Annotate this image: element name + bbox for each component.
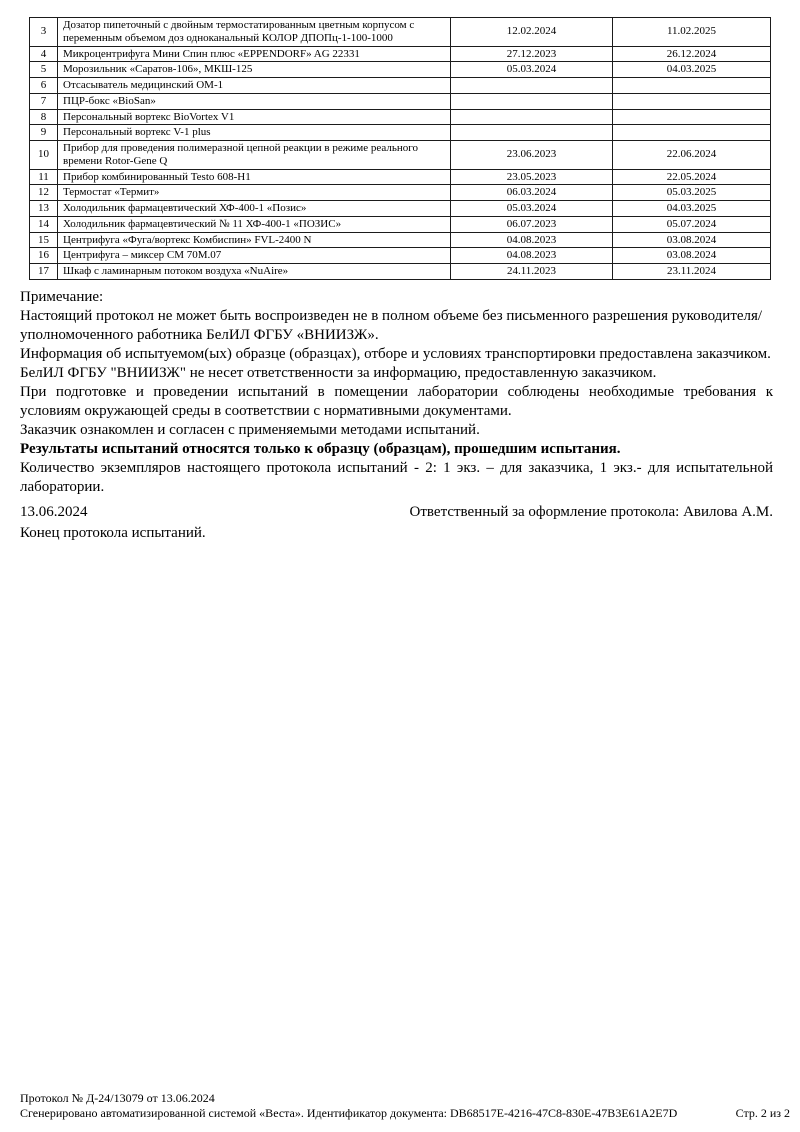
verification-date: 06.03.2024 xyxy=(451,185,613,201)
equipment-name: Прибор для проведения полимеразной цепной реакции в режиме реального времени Rotor-Gene Q xyxy=(58,141,451,170)
equipment-name: Микроцентрифуга Мини Спин плюс «EPPENDORF» AG 22331 xyxy=(58,46,451,62)
valid-until-date: 26.12.2024 xyxy=(613,46,771,62)
valid-until-date xyxy=(613,78,771,94)
valid-until-date: 05.03.2025 xyxy=(613,185,771,201)
verification-date xyxy=(451,125,613,141)
note-paragraph: Настоящий протокол не может быть воспроизведен не в полном объеме без письменного разрешения руководителя/уполномоченного работника БелИЛ ФГБУ «ВНИИЗЖ». xyxy=(20,308,763,343)
valid-until-date: 22.06.2024 xyxy=(613,141,771,170)
note-paragraph: Количество экземпляров настоящего протокола испытаний - 2: 1 экз. – для заказчика, 1 экз.- для испытательной xyxy=(20,460,773,476)
verification-date: 04.08.2023 xyxy=(451,248,613,264)
valid-until-date: 23.11.2024 xyxy=(613,264,771,280)
note-paragraph-bold: Результаты испытаний относятся только к образцу (образцам), прошедшим испытания. xyxy=(20,441,621,457)
row-number: 16 xyxy=(30,248,58,264)
note-paragraph: условиям окружающей среды в соответствии с нормативными документами. xyxy=(20,403,512,419)
table-row xyxy=(30,141,771,170)
notes-section xyxy=(20,288,773,497)
row-number: 12 xyxy=(30,185,58,201)
row-number: 14 xyxy=(30,216,58,232)
verification-date: 06.07.2023 xyxy=(451,216,613,232)
table-row xyxy=(30,185,771,201)
valid-until-date xyxy=(613,125,771,141)
equipment-name: Центрифуга «Фуга/вортекс Комбиспин» FVL-2400 N xyxy=(58,232,451,248)
page-footer xyxy=(20,1091,790,1121)
valid-until-date: 04.03.2025 xyxy=(613,62,771,78)
note-paragraph: БелИЛ ФГБУ "ВНИИЗЖ" не несет ответственности за информацию, предоставленную заказчиком. xyxy=(20,365,657,381)
equipment-name: Холодильник фармацевтический № 11 ХФ-400-1 «ПОЗИС» xyxy=(58,216,451,232)
equipment-name: Холодильник фармацевтический ХФ-400-1 «Позис» xyxy=(58,201,451,217)
row-number: 10 xyxy=(30,141,58,170)
valid-until-date xyxy=(613,93,771,109)
equipment-name: Дозатор пипеточный с двойным термостатированным цветным корпусом с переменным объемом доз одноканальный КОЛОР ДПОПц-1-100-1000 xyxy=(58,18,451,47)
verification-date: 05.03.2024 xyxy=(451,62,613,78)
valid-until-date: 03.08.2024 xyxy=(613,232,771,248)
valid-until-date: 04.03.2025 xyxy=(613,201,771,217)
table-row xyxy=(30,93,771,109)
equipment-name: Центрифуга – миксер СМ 70М.07 xyxy=(58,248,451,264)
verification-date: 12.02.2024 xyxy=(451,18,613,47)
table-row xyxy=(30,169,771,185)
valid-until-date: 03.08.2024 xyxy=(613,248,771,264)
protocol-date: 13.06.2024 xyxy=(20,504,88,520)
table-row xyxy=(30,264,771,280)
table-row xyxy=(30,62,771,78)
verification-date: 04.08.2023 xyxy=(451,232,613,248)
equipment-name: ПЦР-бокс «BioSan» xyxy=(58,93,451,109)
table-row xyxy=(30,109,771,125)
responsible-person: Ответственный за оформление протокола: Авилова А.М. xyxy=(409,504,773,520)
table-row xyxy=(30,46,771,62)
verification-date: 24.11.2023 xyxy=(451,264,613,280)
valid-until-date: 22.05.2024 xyxy=(613,169,771,185)
row-number: 17 xyxy=(30,264,58,280)
verification-date xyxy=(451,109,613,125)
table-row xyxy=(30,18,771,47)
row-number: 4 xyxy=(30,46,58,62)
valid-until-date: 11.02.2025 xyxy=(613,18,771,47)
notes-heading: Примечание: xyxy=(20,289,104,305)
table-row xyxy=(30,216,771,232)
equipment-name: Прибор комбинированный Testo 608-H1 xyxy=(58,169,451,185)
note-paragraph: При подготовке и проведении испытаний в помещении лаборатории соблюдены необходимые требования к xyxy=(20,384,773,400)
verification-date: 23.05.2023 xyxy=(451,169,613,185)
table-row xyxy=(30,248,771,264)
note-paragraph: лаборатории. xyxy=(20,479,105,495)
footer-protocol-number: Протокол № Д-24/13079 от 13.06.2024 xyxy=(20,1091,215,1105)
verification-date xyxy=(451,93,613,109)
equipment-table xyxy=(29,17,771,280)
row-number: 9 xyxy=(30,125,58,141)
row-number: 3 xyxy=(30,18,58,47)
row-number: 13 xyxy=(30,201,58,217)
footer-page-number: Стр. 2 из 2 xyxy=(735,1106,790,1120)
table-row xyxy=(30,78,771,94)
verification-date: 27.12.2023 xyxy=(451,46,613,62)
equipment-name: Отсасыватель медицинский ОМ-1 xyxy=(58,78,451,94)
table-row xyxy=(30,125,771,141)
note-paragraph: Заказчик ознакомлен и согласен с применяемыми методами испытаний. xyxy=(20,422,480,438)
table-row xyxy=(30,232,771,248)
equipment-name: Шкаф с ламинарным потоком воздуха «NuAire» xyxy=(58,264,451,280)
row-number: 5 xyxy=(30,62,58,78)
verification-date: 05.03.2024 xyxy=(451,201,613,217)
end-of-protocol: Конец протокола испытаний. xyxy=(20,525,206,541)
table-row xyxy=(30,201,771,217)
valid-until-date: 05.07.2024 xyxy=(613,216,771,232)
equipment-name: Морозильник «Саратов-106», МКШ-125 xyxy=(58,62,451,78)
verification-date: 23.06.2023 xyxy=(451,141,613,170)
verification-date xyxy=(451,78,613,94)
equipment-name: Персональный вортекс V-1 plus xyxy=(58,125,451,141)
equipment-name: Термостат «Термит» xyxy=(58,185,451,201)
row-number: 15 xyxy=(30,232,58,248)
row-number: 8 xyxy=(30,109,58,125)
signature-row xyxy=(20,503,773,522)
note-paragraph: Информация об испытуемом(ых) образце (образцах), отборе и условиях транспортировки предоставлена заказчиком. xyxy=(20,346,771,362)
footer-generated-info: Сгенерировано автоматизированной системой «Веста». Идентификатор документа: DB68517E-4216-47C8-830E-47B3E61A2E7D xyxy=(20,1106,678,1120)
valid-until-date xyxy=(613,109,771,125)
row-number: 6 xyxy=(30,78,58,94)
row-number: 11 xyxy=(30,169,58,185)
equipment-name: Персональный вортекс BioVortex V1 xyxy=(58,109,451,125)
row-number: 7 xyxy=(30,93,58,109)
